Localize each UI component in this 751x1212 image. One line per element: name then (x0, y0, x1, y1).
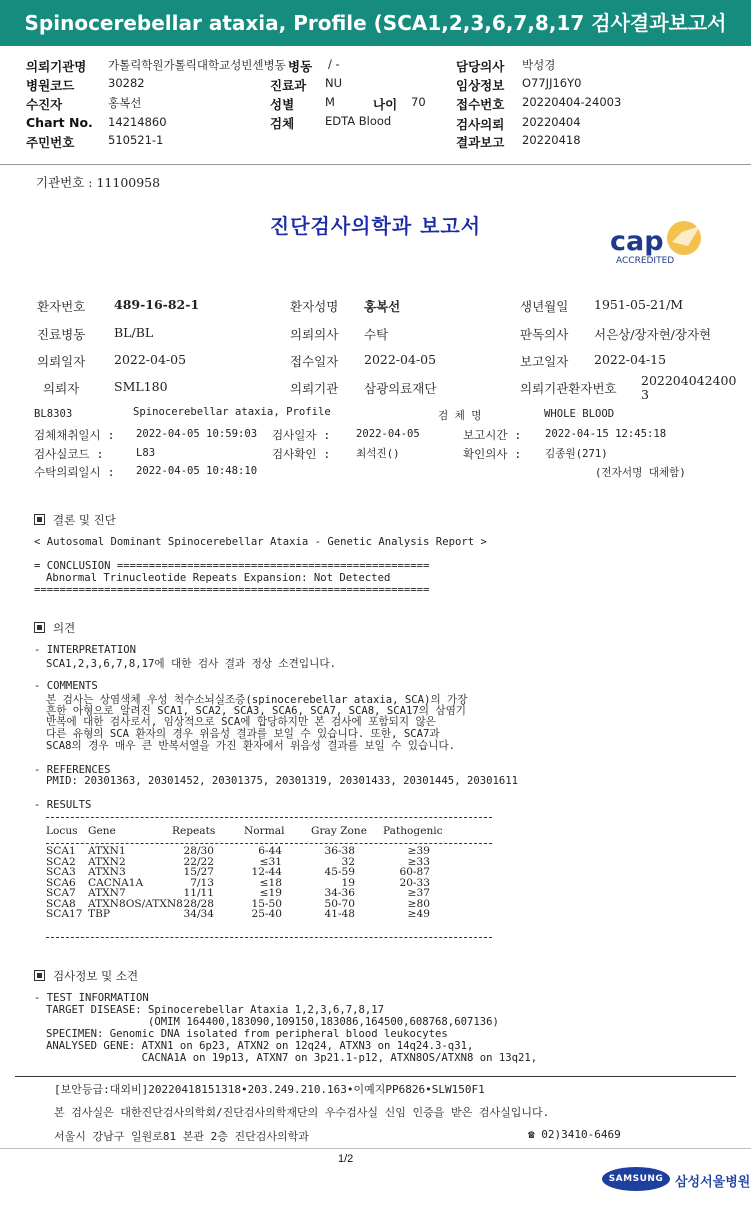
results-cell: 15/27 (183, 866, 214, 878)
specimen-name-value: WHOLE BLOOD (544, 408, 615, 420)
ward-value: / - (328, 57, 340, 71)
results-column-header: Gene (88, 825, 116, 837)
results-column-header: Gray Zone (311, 825, 368, 837)
results-cell: ≥33 (407, 855, 430, 868)
sex-value: M (325, 95, 335, 109)
patient-field-value: 수탁 (364, 327, 389, 342)
consign-value: 2022-04-05 10:48:10 (136, 465, 258, 477)
patient-field-label: 의뢰기관 (290, 381, 339, 396)
comments-line: 본 검사는 상염색체 우성 척수소뇌실조증(spinocerebellar ataxia, SCA)의 가장 (46, 694, 468, 706)
confirm-doctor-value: 김종원(271) (545, 448, 608, 460)
conclusion-text: Abnormal Trinucleotide Repeats Expansion: Not Detected (46, 572, 391, 584)
test-information-line: (OMIM 164400,183090,109150,183086,164500,608768,607136) (46, 1016, 499, 1028)
results-cell: 41-48 (324, 908, 355, 920)
results-cell: 28/28 (183, 897, 214, 910)
results-row (46, 887, 446, 898)
patient-field-value: 202204042400 (641, 373, 737, 388)
test-date-label: 검사일자 : (272, 428, 331, 442)
conclusion-close-line: ============================================================== (34, 584, 430, 596)
results-cell: 15-50 (251, 897, 282, 910)
test-information-heading: - TEST INFORMATION (34, 992, 149, 1004)
patient-field-label: 환자성명 (290, 299, 339, 314)
results-cell: ≥39 (407, 845, 430, 857)
patient-field-label: 생년월일 (520, 299, 569, 314)
interpretation-heading: - INTERPRETATION (34, 644, 137, 656)
results-row (46, 845, 446, 856)
results-column-header: Locus (46, 825, 78, 837)
hospital-code-value: 30282 (108, 76, 145, 90)
patient-field-value: 489-16-82-1 (114, 297, 200, 312)
section-box-icon (34, 622, 45, 633)
results-column-header: Pathogenic (383, 825, 443, 837)
header-divider (0, 164, 751, 165)
report-time-value: 2022-04-15 12:45:18 (545, 428, 667, 440)
references-text: PMID: 20301363, 20301452, 20301375, 20301319, 20301433, 20301445, 20301611 (46, 775, 518, 787)
lab-code-value: L83 (136, 447, 156, 459)
patient-field-value: 홍복선 (364, 299, 401, 314)
institution-number: 기관번호 : 11100958 (36, 175, 161, 190)
results-cell: ≥80 (407, 897, 430, 910)
patient-label: 수진자 (26, 97, 63, 112)
chart-no-label: Chart No. (26, 115, 93, 130)
results-cell: SCA6 (46, 876, 76, 889)
specimen-name-label: 검 체 명 (438, 410, 482, 422)
specimen-value: EDTA Blood (325, 114, 392, 128)
patient-field-value: SML180 (114, 379, 168, 394)
esign-note: (전자서명 대체함) (595, 467, 686, 479)
results-heading: - RESULTS (34, 799, 92, 811)
chart-no-value: 14214860 (108, 115, 167, 129)
patient-field-label: 환자번호 (37, 299, 86, 314)
ward-label: 병동 (288, 59, 313, 74)
patient-field-value: 삼광의료재단 (364, 381, 437, 396)
comments-line: 흔한 아형으로 알려진 SCA1, SCA2, SCA3, SCA6, SCA7, SCA8, SCA17의 삼염기 (46, 705, 467, 717)
ext-patient-no-cont: 3 (641, 387, 649, 402)
test-date-value: 2022-04-05 (356, 428, 420, 440)
patient-field-label: 보고일자 (520, 354, 569, 369)
svg-text:ACCREDITED: ACCREDITED (616, 256, 675, 266)
section-box-icon (34, 514, 45, 525)
comments-line: 다른 유형의 SCA 환자의 경우 위음성 결과를 보일 수 있습니다. 또한, SCA7과 (46, 728, 440, 740)
svg-text:cap: cap (610, 226, 664, 257)
results-cell: 6-44 (258, 845, 282, 857)
results-cell: SCA1 (46, 845, 76, 857)
patient-field-label: 의뢰기관환자번호 (520, 381, 617, 396)
results-cell: 50-70 (324, 897, 355, 910)
interpretation-text: SCA1,2,3,6,7,8,17에 대한 검사 결과 정상 소견입니다. (46, 658, 336, 670)
section-box-icon (34, 970, 45, 981)
consign-label: 수탁의뢰일시 : (34, 465, 115, 479)
doctor-label: 담당의사 (456, 59, 505, 74)
patient-field-value: 2022-04-15 (594, 352, 667, 367)
results-table (46, 823, 446, 919)
results-cell: ATXN8OS/ATXN8 (88, 897, 183, 910)
comments-line: 반복에 대한 검사로서, 임상적으로 SCA에 합당하지만 본 검사에 포함되지 않은 (46, 716, 436, 728)
confirm-label: 검사확인 : (272, 447, 331, 461)
clinical-info-label: 임상정보 (456, 78, 505, 93)
ssn-label: 주민번호 (26, 135, 75, 150)
request-date-label: 검사의뢰 (456, 117, 505, 132)
security-stamp: [보안등급:대외비]20220418151318•203.249.210.163•이예지PP6826•SLW150F1 (54, 1083, 485, 1096)
results-header-row (46, 823, 446, 845)
report-time-label: 보고시간 : (463, 428, 522, 442)
cap-accredited-logo (608, 218, 718, 268)
hospital-code-label: 병원코드 (26, 78, 75, 93)
certification-note: 본 검사실은 대한진단검사의학회/진단검사의학재단의 우수검사실 신임 인증을 받은 검사실입니다. (54, 1106, 550, 1119)
report-heading: 진단검사의학과 보고서 (269, 214, 482, 238)
lab-code-label: 검사실코드 : (34, 447, 104, 461)
results-cell: 32 (341, 855, 355, 868)
confirm-doctor-label: 확인의사 : (463, 447, 522, 461)
age-label: 나이 (373, 97, 398, 112)
results-cell: 45-59 (324, 866, 355, 878)
results-cell: ATXN2 (88, 855, 126, 868)
report-title-bar: Spinocerebellar ataxia, Profile (SCA1,2,3,6,7,8,17 검사결과보고서 (0, 0, 751, 46)
patient-value: 홍복선 (108, 96, 142, 110)
patient-field-label: 진료병동 (37, 327, 86, 342)
results-cell: ATXN7 (88, 887, 126, 899)
results-cell: ATXN1 (88, 845, 126, 857)
ssn-value: 510521-1 (108, 133, 164, 147)
patient-field-value: 2022-04-05 (114, 352, 187, 367)
results-row (46, 908, 446, 919)
request-date-value: 20220404 (522, 115, 581, 129)
results-cell: 22/22 (183, 855, 214, 868)
specimen-label: 검체 (270, 116, 295, 131)
doctor-value: 박성경 (522, 58, 556, 72)
results-cell: 28/30 (183, 845, 214, 857)
results-row (46, 866, 446, 877)
results-cell: CACNA1A (88, 876, 144, 889)
results-cell: 20-33 (399, 876, 430, 889)
comments-line: SCA8의 경우 매우 큰 반복서열을 가진 환자에서 위음성 결과를 보일 수 있습니다. (46, 740, 456, 752)
patient-field-value: 서은상/장자현/장자현 (594, 327, 712, 342)
results-cell: ≤18 (259, 876, 282, 889)
results-column-header: Repeats (172, 825, 216, 837)
results-cell: 25-40 (251, 908, 282, 920)
page-divider (0, 1148, 751, 1149)
results-cell: SCA8 (46, 897, 76, 910)
results-row (46, 898, 446, 909)
report-subtitle: < Autosomal Dominant Spinocerebellar Ataxia - Genetic Analysis Report > (34, 536, 487, 548)
ordering-org-label: 의뢰기관명 (26, 59, 87, 74)
results-cell: 60-87 (399, 866, 430, 878)
results-column-header: Normal (244, 825, 285, 837)
test-code: BL8303 (34, 408, 73, 420)
results-cell: SCA3 (46, 866, 76, 878)
conclusion-open-line: = CONCLUSION ================================================= (34, 560, 430, 572)
results-cell: 34/34 (183, 908, 214, 920)
test-information-line: CACNA1A on 19p13, ATXN7 on 3p21.1-p12, ATXN8OS/ATXN8 on 13q21, (46, 1052, 538, 1064)
samsung-logo: SAMSUNG (602, 1167, 670, 1191)
clinical-info-value: O77JJ16Y0 (522, 76, 582, 90)
footer-divider (15, 1076, 736, 1077)
dept-value: NU (325, 76, 343, 90)
patient-field-label: 의뢰의사 (290, 327, 339, 342)
test-name: Spinocerebellar ataxia, Profile (133, 406, 331, 418)
patient-field-value: 2022-04-05 (364, 352, 437, 367)
receipt-no-value: 20220404-24003 (522, 95, 622, 109)
results-cell: SCA7 (46, 887, 76, 899)
results-cell: ≤19 (259, 887, 282, 899)
results-cell: 11/11 (183, 887, 214, 899)
report-date-label: 결과보고 (456, 135, 505, 150)
ordering-org-value: 가톨릭학원가톨릭대학교성빈센병동 (108, 58, 286, 72)
results-row (46, 856, 446, 867)
results-rule-top (46, 817, 492, 818)
results-rule-bottom (46, 937, 492, 938)
test-information-line: SPECIMEN: Genomic DNA isolated from peripheral blood leukocytes (46, 1028, 448, 1040)
conclusion-section-title: 결론 및 진단 (34, 512, 116, 528)
references-heading: - REFERENCES (34, 764, 111, 776)
results-cell: ≥49 (407, 908, 430, 920)
results-body (46, 845, 446, 919)
test-information-line: ANALYSED GENE: ATXN1 on 6p23, ATXN2 on 12q24, ATXN3 on 14q24.3-q31, (46, 1040, 474, 1052)
results-rule-mid (46, 843, 492, 844)
results-cell: TBP (88, 908, 110, 920)
collect-value: 2022-04-05 10:59:03 (136, 428, 258, 440)
collect-label: 검체채취일시 : (34, 428, 115, 442)
results-cell: 12-44 (251, 866, 282, 878)
results-cell: ≥37 (407, 887, 430, 899)
results-cell: SCA2 (46, 855, 76, 868)
patient-field-label: 판독의사 (520, 327, 569, 342)
patient-field-value: BL/BL (114, 325, 154, 340)
results-cell: 19 (341, 876, 355, 889)
confirm-value: 최석진() (356, 448, 400, 460)
hospital-logo-text: 삼성서울병원 (675, 1175, 751, 1190)
lab-address: 서울시 강남구 일원로81 본관 2층 진단검사의학과 (54, 1130, 309, 1143)
lab-phone: ☎ 02)3410-6469 (528, 1128, 621, 1141)
results-cell: 36-38 (324, 845, 355, 857)
receipt-no-label: 접수번호 (456, 97, 505, 112)
age-value: 70 (411, 95, 426, 109)
page-number: 1/2 (338, 1153, 354, 1165)
sex-label: 성별 (270, 97, 295, 112)
comments-heading: - COMMENTS (34, 680, 98, 692)
test-information-line: TARGET DISEASE: Spinocerebellar Ataxia 1,2,3,6,7,8,17 (46, 1004, 385, 1016)
patient-field-label: 접수일자 (290, 354, 339, 369)
results-cell: 7/13 (190, 876, 214, 889)
results-row (46, 877, 446, 888)
dept-label: 진료과 (270, 78, 307, 93)
opinion-section-title: 의견 (34, 620, 75, 636)
results-cell: ATXN3 (88, 866, 126, 878)
results-cell: ≤31 (259, 855, 282, 868)
test-info-section-title: 검사정보 및 소견 (34, 968, 138, 984)
report-date-value: 20220418 (522, 133, 581, 147)
patient-field-label: 의뢰자 (43, 381, 80, 396)
results-cell: SCA17 (46, 908, 83, 920)
patient-field-label: 의뢰일자 (37, 354, 86, 369)
patient-field-value: 1951-05-21/M (594, 297, 684, 312)
results-cell: 34-36 (324, 887, 355, 899)
